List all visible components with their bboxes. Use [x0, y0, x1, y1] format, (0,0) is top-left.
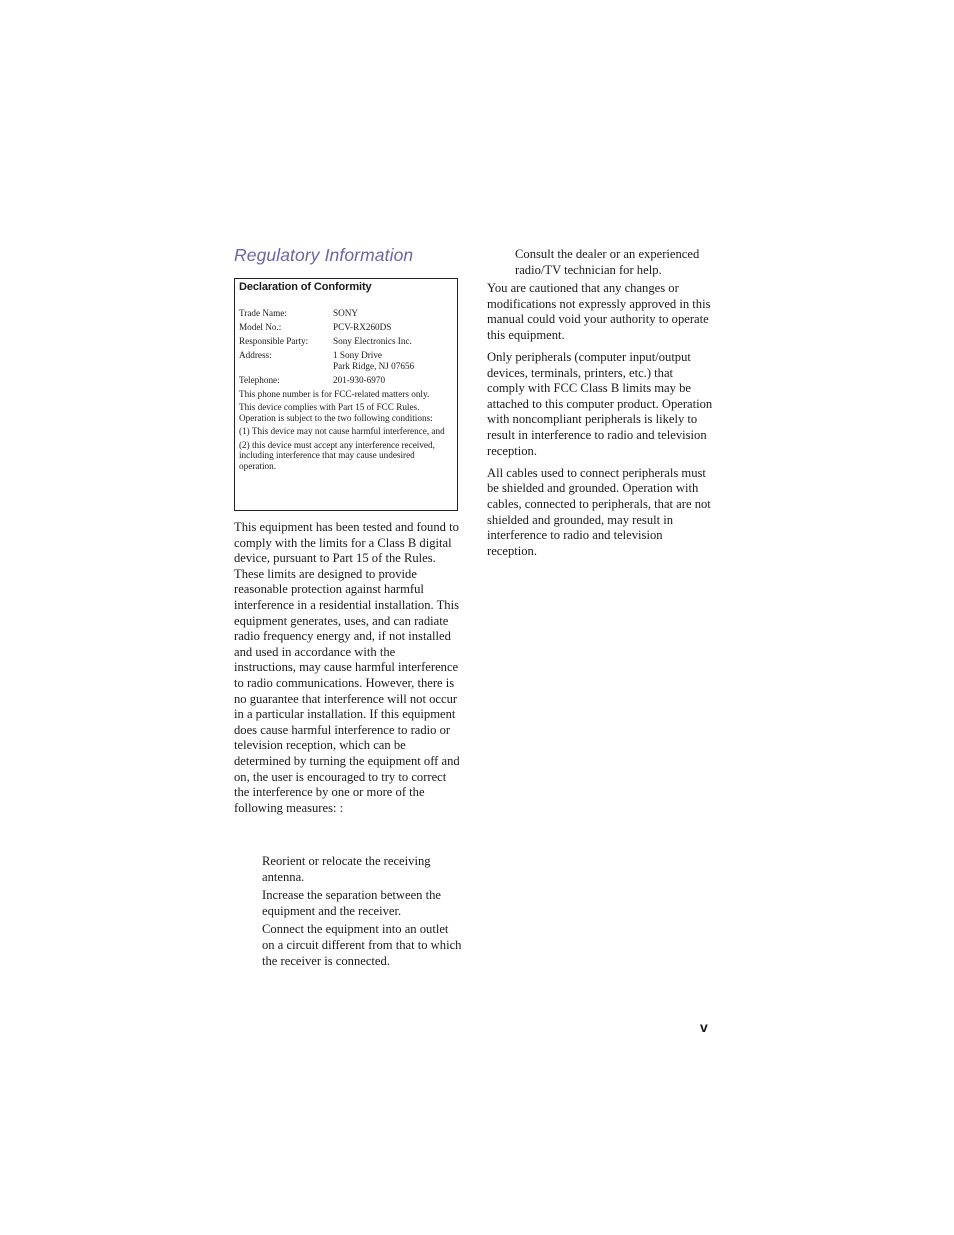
declaration-row-address [239, 350, 453, 371]
section-title: Regulatory Information [234, 245, 414, 265]
trade-name-value-line: SONY [333, 308, 359, 318]
measure-reorient: Reorient or relocate the receiving antenna. [262, 854, 431, 884]
interference-measures-list [262, 854, 462, 972]
declaration-title: Declaration of Conformity [239, 281, 372, 293]
right-column [487, 247, 713, 566]
cables-paragraph: All cables used to connect peripherals must be shielded and grounded. Operation with cables, connected to peripherals, that are not shielded and grounded, may result in interference to radio and television reception. [487, 465, 711, 558]
measure-consult-dealer: Consult the dealer or an experienced radio/TV technician for help. [515, 247, 700, 277]
address-line-1: 1 Sony Drive [333, 349, 382, 360]
interference-measures-list-continued [515, 247, 713, 278]
declaration-of-conformity-box [234, 278, 458, 511]
changes-caution-paragraph: You are cautioned that any changes or modifications not expressly approved in this manual could void your authority to operate this equipment. [487, 281, 711, 342]
page-number: v [700, 1019, 708, 1035]
declaration-row-model-no [239, 322, 453, 333]
responsible-party-value [333, 336, 412, 347]
telephone-value-line: 201-930-6970 [333, 374, 386, 385]
measure-increase-separation: Increase the separation between the equipment and the receiver. [262, 888, 442, 918]
telephone-value [333, 375, 385, 386]
peripherals-paragraph: Only peripherals (computer input/output devices, terminals, printers, etc.) that comply with FCC Class B limits may be attached to this computer product. Operation with noncompliant peripherals is likely to result in interference to radio and television reception. [487, 350, 713, 458]
model-no-label: Model No.: [239, 321, 282, 332]
declaration-row-trade-name [239, 308, 453, 319]
address-label: Address: [239, 349, 272, 360]
responsible-party-value-line: Sony Electronics Inc. [333, 335, 412, 346]
telephone-label: Telephone: [239, 374, 280, 385]
measure-connect-outlet: Connect the equipment into an outlet on a circuit different from that to which the receiver is connected. [262, 922, 462, 968]
declaration-note-compliance: This device complies with Part 15 of FCC Rules. Operation is subject to the two following conditions: [239, 402, 433, 423]
model-no-value-line: PCV-RX260DS [333, 321, 392, 332]
declaration-note-condition-2: (2) this device must accept any interference received, including interference that may cause undesired operation. [239, 439, 435, 471]
declaration-row-telephone [239, 375, 453, 386]
model-no-value [333, 322, 391, 333]
responsible-party-label: Responsible Party: [239, 335, 309, 346]
declaration-row-responsible-party [239, 336, 453, 347]
fcc-compliance-paragraph: This equipment has been tested and found to comply with the limits for a Class B digital device, pursuant to Part 15 of the Rules. These limits are designed to provide reasonable protection against harmful interference in a residential installation. This equipment generates, uses, and can radiate radio frequency energy and, if not installed and used in accordance with the instructions, may cause harmful interference to radio communications. However, there is no guarantee that interference will not occur in a particular installation. If this equipment does cause harmful interference to radio or television reception, which can be determined by turning the equipment off and on, the user is encouraged to try to correct the interference by one or more of the following measures: : [234, 520, 460, 815]
address-line-2: Park Ridge, NJ 07656 [333, 360, 415, 371]
trade-name-label: Trade Name: [239, 308, 287, 318]
declaration-note-condition-1: (1) This device may not cause harmful interference, and [239, 426, 445, 437]
declaration-note-phone: This phone number is for FCC-related matters only. [239, 388, 430, 399]
address-value [333, 350, 414, 371]
trade-name-value [333, 308, 358, 319]
